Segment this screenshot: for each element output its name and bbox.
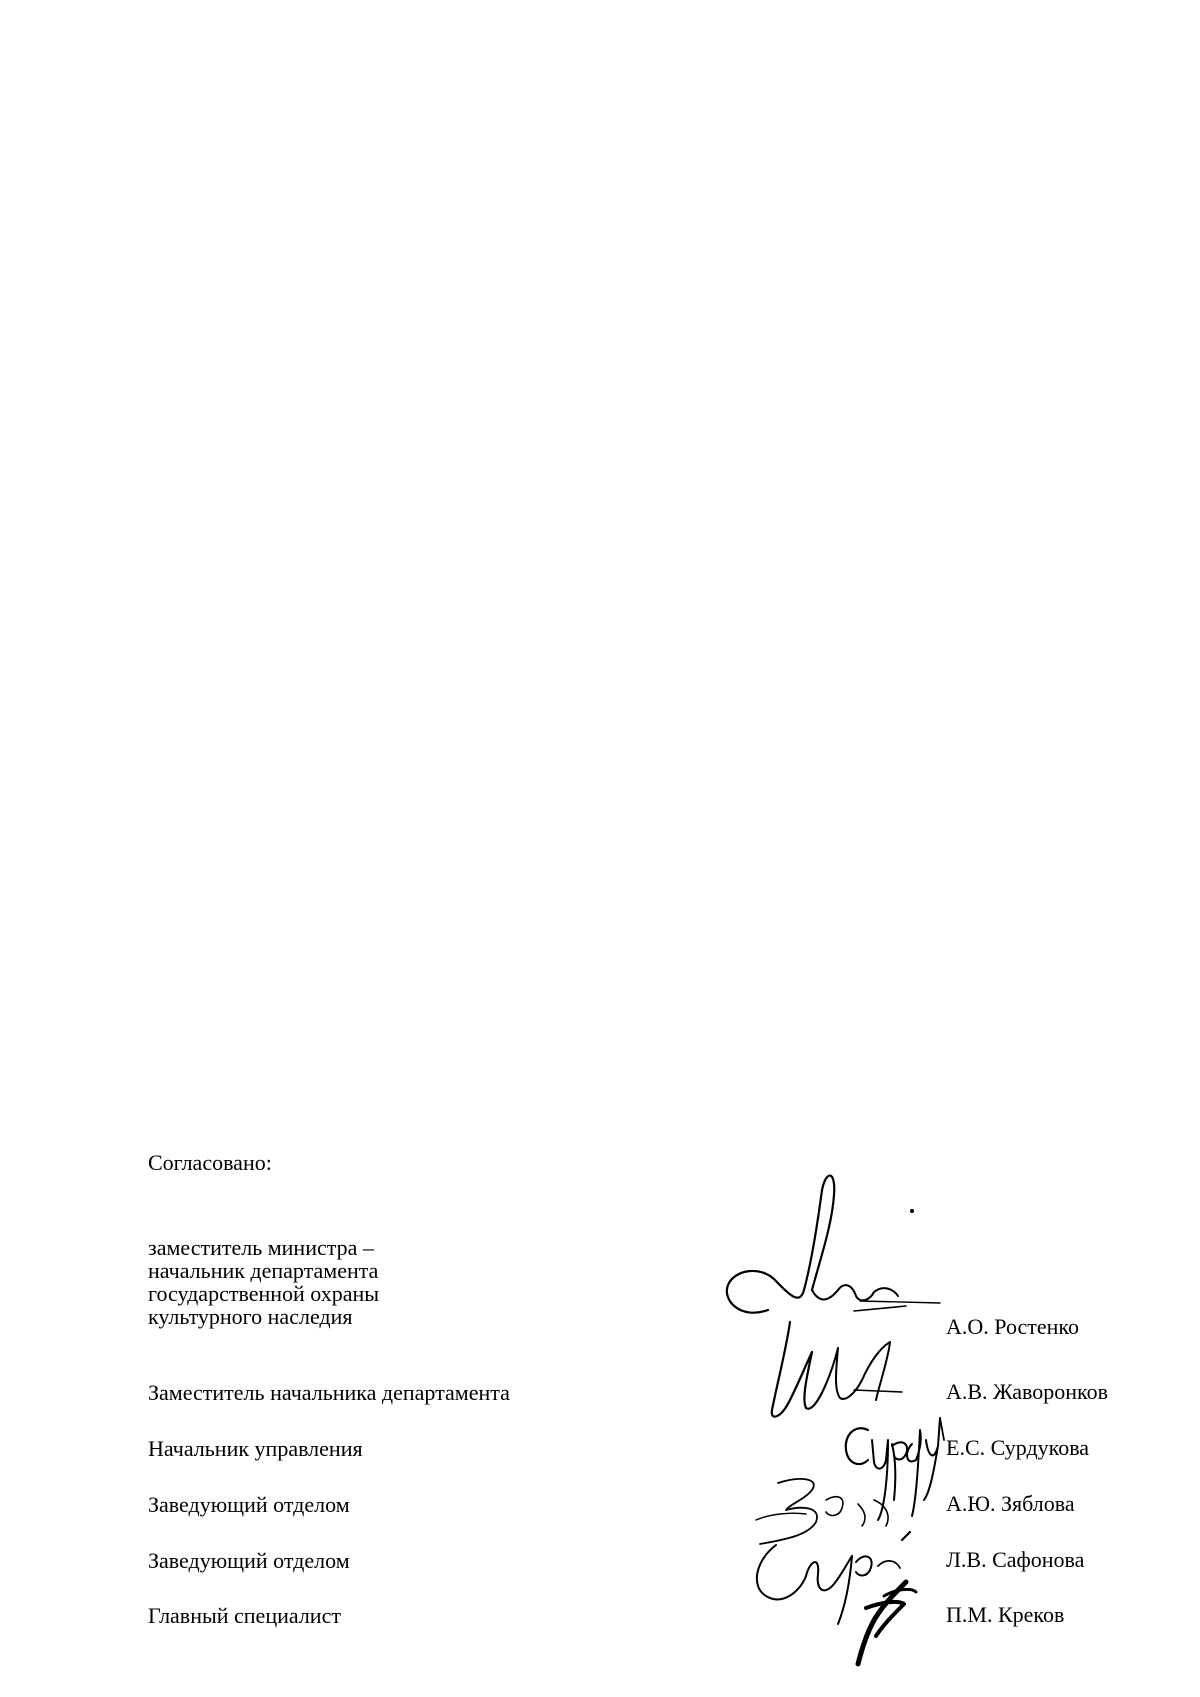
signatory-name-2: А.В. Жаворонков [946, 1379, 1108, 1404]
signature-6 [858, 1582, 916, 1664]
position-line: Заведующий отделом [148, 1548, 350, 1573]
signatory-name-4: А.Ю. Зяблова [946, 1491, 1075, 1516]
signatory-position-4 [148, 1493, 350, 1516]
signature-4 [756, 1479, 888, 1544]
signatory-name-5: Л.В. Сафонова [946, 1547, 1085, 1572]
signature-3 [846, 1418, 944, 1520]
signatory-name-3: Е.С. Сурдукова [946, 1435, 1090, 1460]
signatory-position-6 [148, 1604, 341, 1627]
position-line: Начальник управления [148, 1436, 363, 1461]
signatory-position-1 [148, 1236, 379, 1328]
position-line: Заместитель начальника департамента [148, 1380, 510, 1405]
position-line: Заведующий отделом [148, 1492, 350, 1517]
signature-2 [772, 1322, 902, 1417]
position-line: заместитель министра – [148, 1235, 374, 1260]
signature-1 [727, 1176, 940, 1313]
position-line: культурного наследия [148, 1304, 353, 1329]
approval-heading: Согласовано: [148, 1150, 272, 1175]
signatory-position-2 [148, 1381, 510, 1404]
position-line: начальник департамента [148, 1258, 379, 1283]
signature-5 [757, 1532, 910, 1624]
position-line: государственной охраны [148, 1281, 380, 1306]
signatory-name-6: П.М. Креков [946, 1602, 1065, 1627]
signatory-name-1: А.О. Ростенко [946, 1314, 1079, 1339]
position-line: Главный специалист [148, 1603, 341, 1628]
signatory-position-3 [148, 1437, 363, 1460]
signatory-position-5 [148, 1549, 350, 1572]
